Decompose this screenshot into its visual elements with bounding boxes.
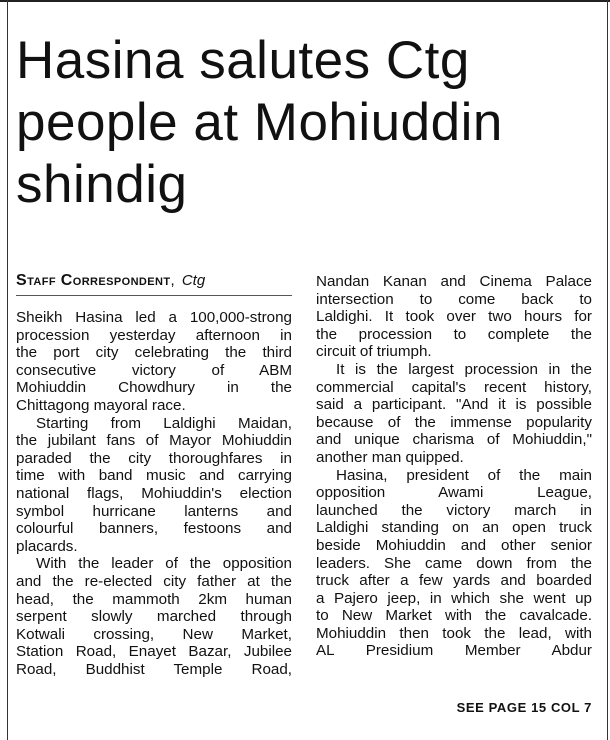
text-line: AL Presidium Member Abdur <box>316 642 592 660</box>
right-frame-rule <box>607 0 608 740</box>
text-line: paraded the city thoroughfares in <box>16 449 292 467</box>
byline <box>16 270 292 292</box>
text-line: and unique charisma of Mohiuddin," <box>316 431 592 449</box>
headline-line: shindig <box>16 155 188 214</box>
text-line: said a participant. "And it is possible <box>316 396 592 414</box>
text-line: opposition Awami League, <box>316 484 592 502</box>
top-frame-rule <box>0 0 610 2</box>
text-line: commercial capital's recent history, <box>316 378 592 396</box>
text-line: placards. <box>16 537 78 555</box>
byline-separator: , <box>170 272 175 289</box>
text-line: truck after a few yards and boarded <box>316 572 592 590</box>
text-line: the jubilant fans of Mayor Mohiuddin <box>16 432 292 450</box>
text-line: Road, Buddhist Temple Road, <box>16 660 292 678</box>
text-line: national flags, Mohiuddin's election <box>16 484 292 502</box>
text-line: leaders. She came down from the <box>316 554 592 572</box>
text-line: symbol hurricane lanterns and <box>16 502 292 520</box>
text-line: Hasina, president of the main <box>336 466 592 484</box>
text-line: because of the immense popularity <box>316 413 592 431</box>
continuation-jump[interactable]: SEE PAGE 15 COL 7 <box>456 700 592 715</box>
text-line: Nandan Kanan and Cinema Palace <box>316 273 592 290</box>
text-line: serpent slowly marched through <box>16 608 292 626</box>
byline-place: Ctg <box>181 272 206 289</box>
text-line: the procession to complete the <box>316 325 592 343</box>
text-line: launched the victory march in <box>316 501 592 519</box>
text-line: another man quipped. <box>316 448 464 466</box>
text-line: head, the mammoth 2km human <box>16 590 292 608</box>
headline <box>16 30 606 216</box>
text-line: and the re-elected city father at the <box>16 572 292 590</box>
text-line: Laldighi standing on an open truck <box>316 519 592 537</box>
text-line: It is the largest procession in the <box>336 360 592 378</box>
text-line: procession yesterday afternoon in <box>16 326 292 344</box>
text-line: Chittagong mayoral race. <box>16 396 186 414</box>
headline-line: people at Mohiuddin <box>16 93 503 152</box>
text-line: Laldighi. It took over two hours for <box>316 308 592 326</box>
text-line: Kotwali crossing, New Market, <box>16 625 292 643</box>
text-line: colourful banners, festoons and <box>16 520 292 538</box>
byline-name: Staff Correspondent <box>16 272 171 289</box>
byline-divider <box>16 295 292 296</box>
text-line: time with band music and carrying <box>16 467 292 485</box>
article-column-left <box>16 309 292 678</box>
article-column-right <box>316 273 592 660</box>
text-line: beside Mohiuddin and other senior <box>316 536 592 554</box>
text-line: consecutive victory of ABM <box>16 361 292 379</box>
left-frame-rule <box>7 0 8 740</box>
text-line: Mohiuddin Chowdhury in the <box>16 379 292 397</box>
text-line: circuit of triumph. <box>316 343 432 361</box>
text-line: With the leader of the opposition <box>36 555 292 573</box>
text-line: a Pajero jeep, in which she went up <box>316 589 592 607</box>
text-line: to New Market with the cavalcade. <box>316 607 592 625</box>
text-line: the port city celebrating the third <box>16 344 292 362</box>
text-line: Mohiuddin then took the lead, with <box>316 624 592 642</box>
headline-line: Hasina salutes Ctg <box>16 31 470 90</box>
text-line: Sheikh Hasina led a 100,000-strong <box>16 309 292 326</box>
text-line: intersection to come back to <box>316 290 592 308</box>
text-line: Station Road, Enayet Bazar, Jubilee <box>16 643 292 661</box>
text-line: Starting from Laldighi Maidan, <box>36 414 292 432</box>
